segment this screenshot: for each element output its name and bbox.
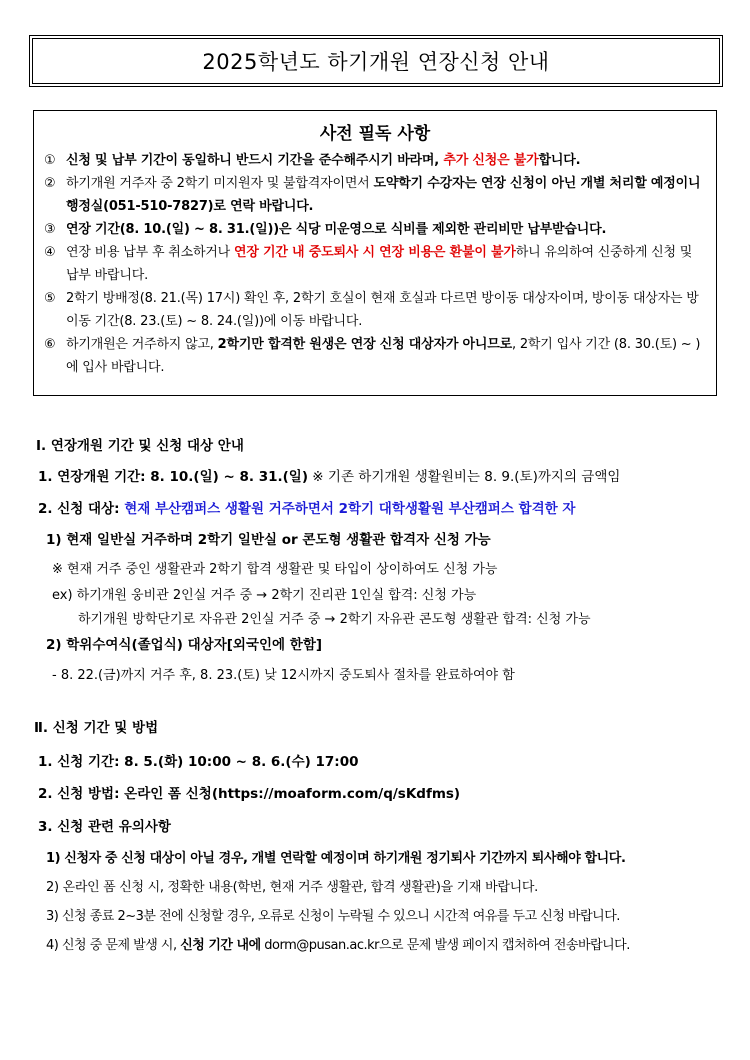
section-1-line-8: - 8. 22.(금)까지 거주 후, 8. 23.(토) 낮 12시까지 중도퇴사 절차를 완료하여야 함 — [52, 668, 515, 683]
notice-item-4 — [44, 241, 706, 287]
notice-bold: 도약학기 수강자는 연장 신청이 아닌 개별 처리할 예정이니 행정실(051-510-7827)로 연락 바랍니다. — [66, 176, 701, 214]
notice-num: ③ — [44, 222, 56, 237]
notice-item-5 — [44, 287, 706, 333]
notice-heading: 사전 필독 사항 — [319, 124, 431, 144]
s2-contact-text: 4) 신청 중 문제 발생 시, — [46, 938, 181, 953]
section-2-line-5: 2) 온라인 폼 신청 시, 정확한 내용(학번, 현재 거주 생활관, 합격 생활관)을 기재 바랍니다. — [46, 880, 538, 895]
notice-text: 하기개원 거주자 중 2학기 미지원자 및 불합격자이면서 — [66, 176, 374, 191]
section-1-line-4: ※ 현재 거주 중인 생활관과 2학기 합격 생활관 및 타입이 상이하여도 신청 가능 — [52, 562, 498, 577]
notice-bold: 연장 기간(8. 10.(일) ~ 8. 31.(일))은 식당 미운영으로 식비를 제외한 관리비만 납부받습니다. — [66, 222, 607, 237]
section-2-line-6: 3) 신청 종료 2~3분 전에 신청할 경우, 오류로 신청이 누락될 수 있으니 시간적 여유를 두고 신청 바랍니다. — [46, 909, 620, 924]
notice-text: , 2학기 입사 기간 (8. 30.(토) ~ )에 입사 바랍니다. — [66, 337, 701, 375]
notice-highlight: 추가 신청은 불가 — [443, 153, 539, 168]
notice-item-3 — [44, 218, 706, 241]
section-2-line-7 — [46, 934, 630, 953]
notice-item-2 — [44, 172, 706, 218]
s1-period-label: 1. 연장개원 기간: 8. 10.(일) ~ 8. 31.(일) — [38, 469, 309, 485]
s2-contact-text: dorm@pusan.ac.kr으로 문제 발생 페이지 캡처하여 전송바랍니다. — [260, 938, 630, 953]
section-1-line-3: 1) 현재 일반실 거주하며 2학기 일반실 or 콘도형 생활관 합격자 신청 가능 — [46, 532, 491, 548]
notice-num: ② — [44, 176, 56, 191]
notice-item-6 — [44, 333, 706, 379]
notice-text: 연장 비용 납부 후 취소하거나 — [66, 245, 234, 260]
notice-text: 합니다. — [538, 153, 581, 168]
s1-target-label: 2. 신청 대상: — [38, 501, 125, 517]
section-1-line-2 — [38, 497, 575, 517]
s2-contact-bold: 신청 기간 내에 — [180, 938, 261, 953]
section-2-title: Ⅱ. 신청 기간 및 방법 — [34, 720, 159, 736]
section-2-line-2: 2. 신청 방법: 온라인 폼 신청(https://moaform.com/q/sKdfms) — [38, 786, 461, 802]
notice-num: ⑤ — [44, 291, 56, 306]
notice-item-1 — [44, 149, 706, 172]
section-1-line-7: 2) 학위수여식(졸업식) 대상자[외국인에 한함] — [46, 637, 323, 653]
section-2-line-1: 1. 신청 기간: 8. 5.(화) 10:00 ~ 8. 6.(수) 17:00 — [38, 754, 359, 770]
notice-bold: 2학기만 합격한 원생은 연장 신청 대상자가 아니므로 — [217, 337, 512, 352]
section-1-line-6: 하기개원 방학단기로 자유관 2인실 거주 중 → 2학기 자유관 콘도형 생활관 합격: 신청 가능 — [78, 612, 591, 627]
s1-target-value: 현재 부산캠퍼스 생활원 거주하면서 2학기 대학생활원 부산캠퍼스 합격한 자 — [124, 501, 576, 517]
s1-period-note: ※ 기존 하기개원 생활원비는 8. 9.(토)까지의 금액임 — [308, 469, 621, 485]
notice-num: ④ — [44, 245, 56, 260]
section-1-line-5: ex) 하기개원 웅비관 2인실 거주 중 → 2학기 진리관 1인실 합격: 신청 가능 — [52, 588, 477, 603]
document-title: 2025학년도 하기개원 연장신청 안내 — [32, 38, 720, 84]
notice-box — [33, 110, 717, 396]
notice-text: 하니 유의하여 신중하게 신청 및 납부 바랍니다. — [66, 245, 693, 283]
section-1-line-1 — [38, 465, 620, 485]
section-1-title: Ⅰ. 연장개원 기간 및 신청 대상 안내 — [36, 438, 244, 454]
notice-num: ① — [44, 153, 56, 168]
section-2-line-4: 1) 신청자 중 신청 대상이 아닐 경우, 개별 연락할 예정이며 하기개원 정기퇴사 기간까지 퇴사해야 합니다. — [46, 851, 626, 866]
notice-text: 하기개원은 거주하지 않고, — [66, 337, 218, 352]
notice-text: 2학기 방배정(8. 21.(목) 17시) 확인 후, 2학기 호실이 현재 호실과 다르면 방이동 대상자이며, 방이동 대상자는 방이동 기간(8. 23.(토) ~ 8. 24.(일))에 이동 바랍니다. — [66, 291, 699, 329]
section-2-line-3: 3. 신청 관련 유의사항 — [38, 819, 171, 835]
notice-highlight: 연장 기간 내 중도퇴사 시 연장 비용은 환불이 불가 — [233, 245, 516, 260]
notice-text: 신청 및 납부 기간이 동일하니 반드시 기간을 준수해주시기 바라며, — [66, 153, 444, 168]
notice-num: ⑥ — [44, 337, 56, 352]
